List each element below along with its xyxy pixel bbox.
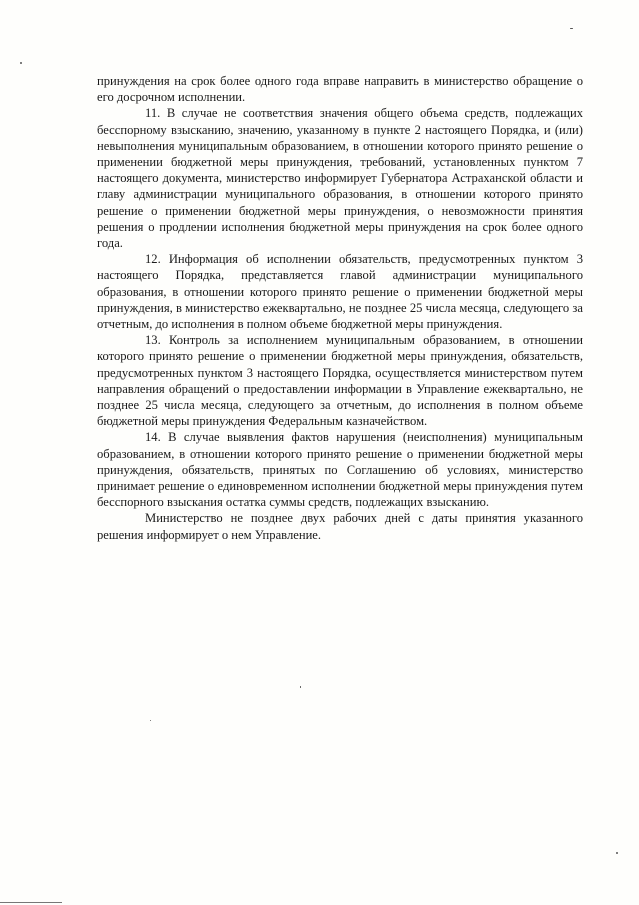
paragraph-13: 13. Контроль за исполнением муниципальным образованием, в отношении которого принято решение о применении бюджетной меры принуждения, обязательств, предусмотренных пунктом 3 настоящего Порядка, осуществляется министерством путем направления обращений о предоставлении информации в Управление ежеквартально, не позднее 25 числа месяца, следующего за отчетным, до исполнения в полном объеме бюджетной меры принуждения Федеральным казначейством.	[97, 333, 583, 429]
paragraph-final: Министерство не позднее двух рабочих дней с даты принятия указанного решения информирует о нем Управление.	[97, 511, 583, 542]
paragraph-continuation: принуждения на срок более одного года вправе направить в министерство обращение о его досрочном исполнении.	[97, 74, 583, 105]
scan-speck	[616, 852, 618, 854]
scan-speck	[150, 720, 151, 721]
paragraph-12: 12. Информация об исполнении обязательств, предусмотренных пунктом 3 настоящего Порядка, представляется главой администрации муниципального образования, в отношении которого принято решение о применении бюджетной меры принуждения, в министерство ежеквартально, не позднее 25 числа месяца, следующего за отчетным, до исполнения в полном объеме бюджетной меры принуждения.	[97, 252, 583, 332]
paragraph-11: 11. В случае не соответствия значения общего объема средств, подлежащих бесспорному взысканию, значению, указанному в пункте 2 настоящего Порядка, и (или) невыполнения муниципальным образованием, в отношении которого принято решение о применении бюджетной меры принуждения, требований, установленных пунктом 7 настоящего документа, министерство информирует Губернатора Астраханской области и главу администрации муниципального образования, в отношении которого принято решение о применении бюджетной меры принуждения, о невозможности принятия решения о продлении исполнения бюджетной меры принуждения на срок более одного года.	[97, 106, 583, 251]
scan-edge-line	[0, 902, 62, 903]
scan-speck	[20, 62, 22, 64]
paragraph-14: 14. В случае выявления фактов нарушения (неисполнения) муниципальным образованием, в отношении которого принято решение о применении бюджетной меры принуждения, обязательств, принятых по Соглашению об условиях, министерство принимает решение о единовременном исполнении бюджетной меры принуждения путем бесспорного взыскания остатка суммы средств, подлежащих взысканию.	[97, 430, 583, 510]
scan-speck	[570, 28, 573, 29]
document-body	[97, 73, 583, 543]
scan-speck	[300, 686, 301, 688]
